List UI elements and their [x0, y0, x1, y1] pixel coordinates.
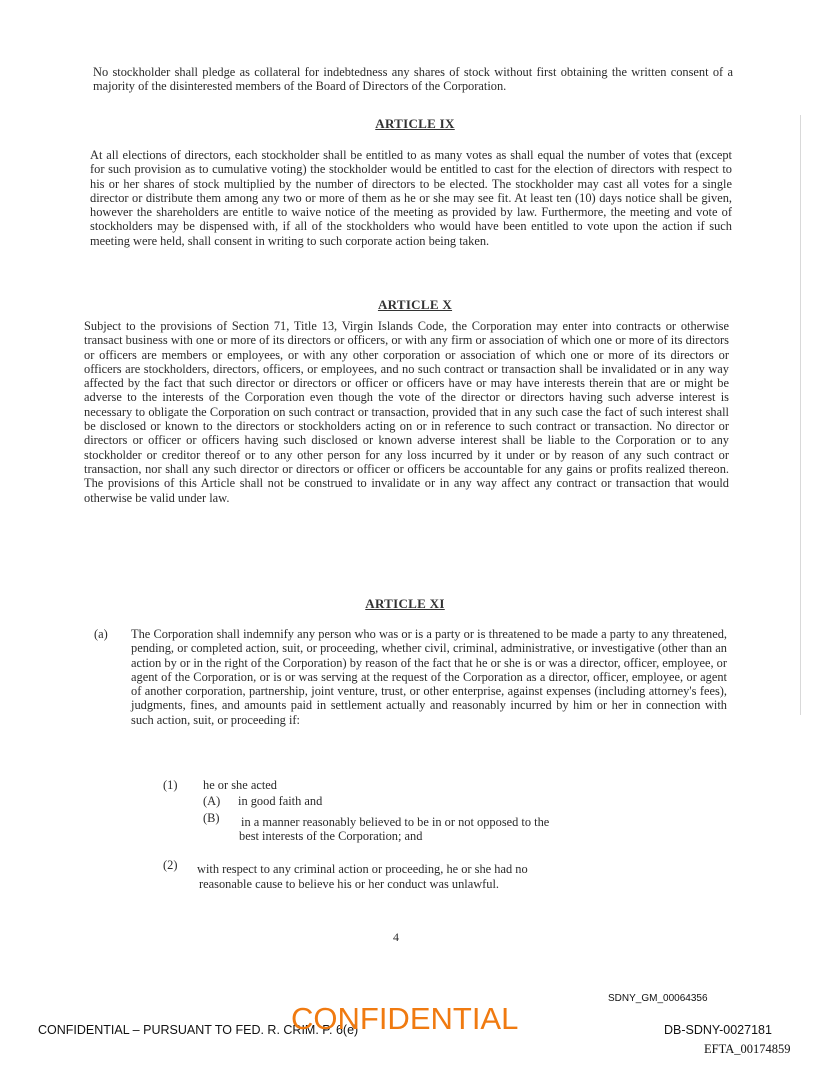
efta-number: EFTA_00174859	[704, 1042, 791, 1056]
item-2-line1: with respect to any criminal action or proceeding, he or she had no	[197, 862, 528, 876]
bates-db-sdny: DB-SDNY-0027181	[664, 1023, 772, 1037]
confidential-stamp: CONFIDENTIAL	[291, 1001, 519, 1036]
article-ix-heading: ARTICLE IX	[375, 116, 455, 131]
article-xi-heading: ARTICLE XI	[365, 596, 445, 611]
item-1a-text: in good faith and	[238, 794, 323, 808]
clause-a-label: (a)	[94, 627, 108, 641]
scan-edge-divider	[800, 115, 801, 715]
item-1b-label: (B)	[203, 811, 220, 825]
item-1-label: (1)	[163, 778, 178, 792]
item-1a-label: (A)	[203, 794, 221, 808]
article-x-text: Subject to the provisions of Section 71, Title 13, Virgin Islands Code, the Corporation may enter into contracts or otherwise transact business with one or more of its directors or officers, or with any firm or association of which one or more of its directors or officers are members or employees, or with any other corporation or association of which one or more of its directors or officers are stockholders, directors, officers, or employees, and no such contract or transaction shall be invalidated or in any way affected by the fact that such director or directors or officer or officers have or may have interests therein that are or might be adverse to the interests of the Corporation even though the vote of the director or directors having such adverse interest is necessary to obligate the Corporation on such contract or transaction, provided that in any such case the fact of such interest shall be disclosed or known to the directors or stockholders acting on or in reference to such contract or transaction. No director or directors or officer or officers having such disclosed or known adverse interest shall be liable to the Corporation or to any stockholder or creditor thereof or to any other person for any loss incurred by it under or by reason of any such contract or transaction, nor shall any such director or directors or officer or officers be accountable for any gains or profits realized thereon. The provisions of this Article shall not be construed to invalidate or in any way affect any contract or transaction that would otherwise be valid under law.	[84, 319, 729, 505]
item-1b-line1: in a manner reasonably believed to be in or not opposed to the	[241, 815, 550, 829]
confidential-notice: CONFIDENTIAL – PURSUANT TO FED. R. CRIM. P. 6(e)	[38, 1023, 359, 1037]
item-1-text: he or she acted	[203, 778, 277, 792]
item-1b-line2: best interests of the Corporation; and	[239, 829, 423, 843]
intro-paragraph: No stockholder shall pledge as collateral for indebtedness any shares of stock without first obtaining the written consent of a majority of the disinterested members of the Board of Directors of the Corporation.	[93, 65, 733, 94]
page-number: 4	[393, 930, 399, 944]
clause-a-text: The Corporation shall indemnify any person who was or is a party or is threatened to be made a party to any threatened, pending, or completed action, suit, or proceeding, whether civil, criminal, administrative, or investigative (other than an action by or in the right of the Corporation) by reason of the fact that he or she is or was a director, officer, employee, or agent of the Corporation, or is or was serving at the request of the Corporation as a director, officer, employee, or agent of another corporation, partnership, joint venture, trust, or other enterprise, against expenses (including attorney's fees), judgments, fines, and amounts paid in settlement actually and reasonably incurred by him or her in connection with such action, suit, or proceeding if:	[131, 627, 727, 727]
article-x-heading: ARTICLE X	[377, 297, 453, 312]
item-2-label: (2)	[163, 858, 178, 872]
article-ix-text: At all elections of directors, each stockholder shall be entitled to as many votes as shall equal the number of votes that (except for such provision as to cumulative voting) the stockholder would be entitled to cast for the election of directors with respect to his or her shares of stock multiplied by the number of directors to be elected. The stockholder may cast all votes for a single director or distribute them among any two or more of them as he or she may see fit. At least ten (10) days notice shall be given, however the shareholders are entitle to waive notice of the meeting as provided by law. Furthermore, the meeting and vote of stockholders may be dispensed with, if all of the stockholders who would have been entitled to vote upon the action if such meeting were held, shall consent in writing to such corporate action being taken.	[90, 148, 732, 248]
bates-sdny-gm: SDNY_GM_00064356	[608, 993, 708, 1004]
item-2-line2: reasonable cause to believe his or her conduct was unlawful.	[199, 877, 500, 891]
